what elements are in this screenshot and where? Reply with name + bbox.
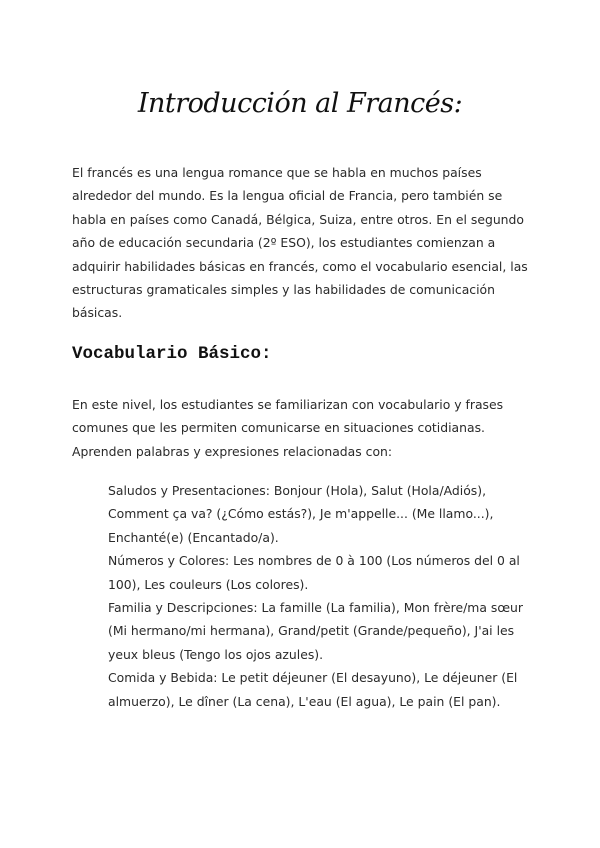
intro-paragraph: El francés es una lengua romance que se habla en muchos países alrededor del mundo. Es la lengua oficial de Francia, pero también se habla en países como Canadá, Bélgica, Suiza, entre otros. En el segundo año de educación secundaria (2º ESO), los estudiantes comienzan a adquirir habilidades básicas en francés, como el vocabulario esencial, las estructuras gramaticales simples y las habilidades de comunicación básicas. [72,165,528,321]
topic-list [108,479,540,713]
section-heading: Vocabulario Básico: [72,344,272,364]
list-item-greetings: Saludos y Presentaciones: Bonjour (Hola), Salut (Hola/Adiós), Comment ça va? (¿Cómo estás?), Je m'appelle... (Me llamo...), Enchanté(e) (Encantado/a). [108,483,494,545]
list-item-family: Familia y Descripciones: La famille (La familia), Mon frère/ma sœur (Mi hermano/mi hermana), Grand/petit (Grande/pequeño), J'ai les yeux bleus (Tengo los ojos azules). [108,600,523,662]
list-item-food: Comida y Bebida: Le petit déjeuner (El desayuno), Le déjeuner (El almuerzo), Le dîner (La cena), L'eau (El agua), Le pain (El pan). [108,670,518,709]
page-title: Introducción al Francés: [137,88,463,119]
section-intro-paragraph: En este nivel, los estudiantes se familiarizan con vocabulario y frases comunes que les permiten comunicarse en situaciones cotidianas. Aprenden palabras y expresiones relacionadas con: [72,397,504,459]
list-item-numbers-colors: Números y Colores: Les nombres de 0 à 100 (Los números del 0 al 100), Les couleurs (Los colores). [108,553,520,592]
